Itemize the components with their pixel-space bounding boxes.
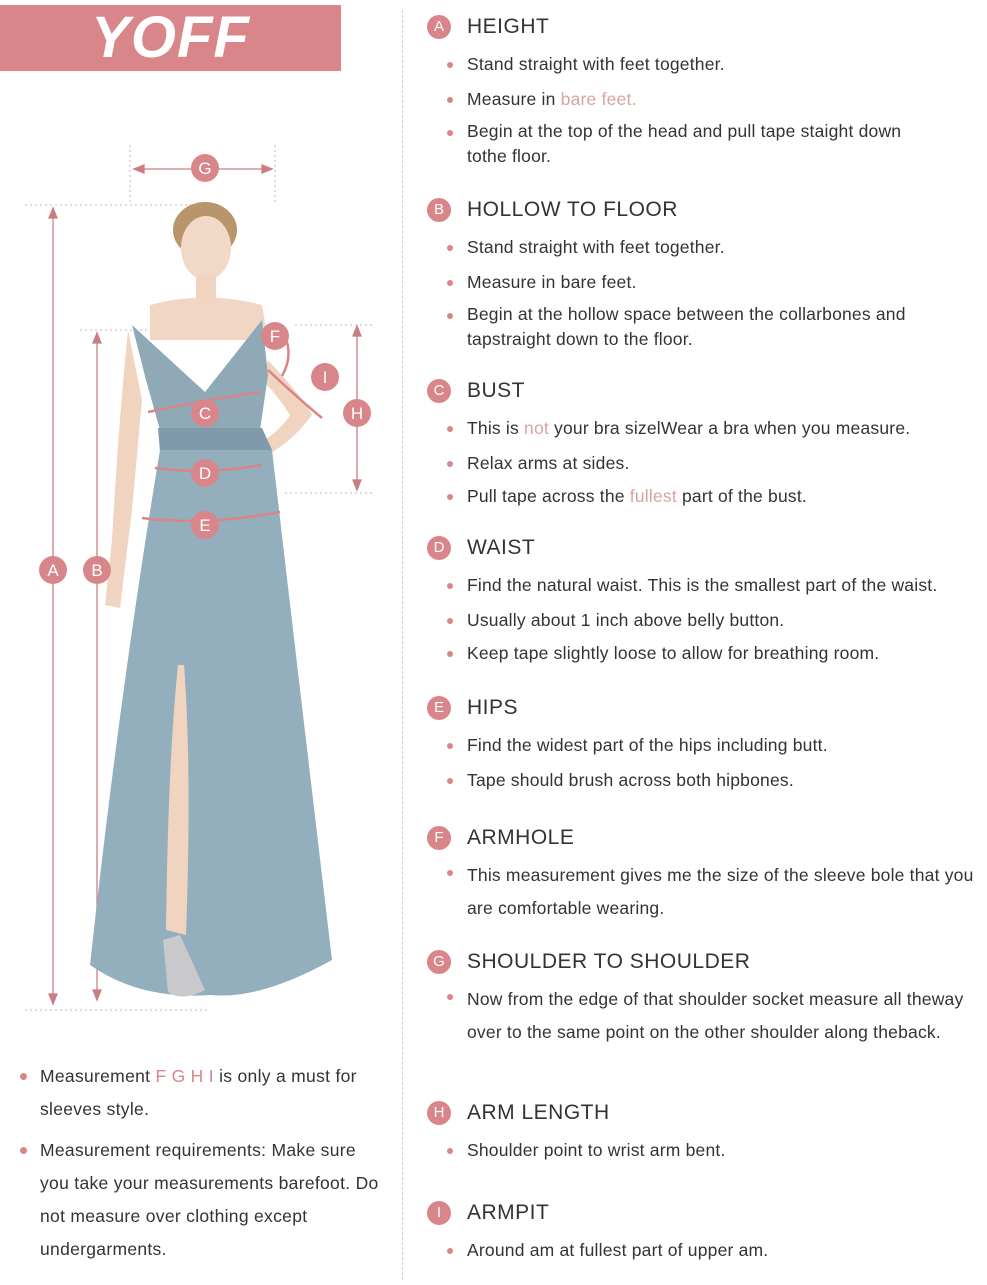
section-title: HOLLOW TO FLOOR bbox=[467, 198, 678, 221]
bullet-dot bbox=[447, 245, 453, 251]
marker-g bbox=[191, 154, 219, 182]
list-item bbox=[427, 983, 987, 1049]
list-item bbox=[427, 302, 957, 352]
section-hollow-to-floor bbox=[427, 195, 987, 352]
bullet-text: Tape should brush across both hipbones. bbox=[467, 770, 794, 790]
bullet-dot bbox=[20, 1073, 27, 1080]
svg-text:I: I bbox=[322, 368, 328, 387]
bullet-text: This is bbox=[467, 418, 525, 438]
bullet-dot bbox=[447, 778, 453, 784]
letter-badge: E bbox=[427, 696, 451, 720]
model-illustration bbox=[90, 202, 332, 997]
section-title: BUST bbox=[467, 379, 526, 402]
bullet-dot bbox=[447, 743, 453, 749]
letter-badge: D bbox=[427, 536, 451, 560]
section-title: ARM LENGTH bbox=[467, 1101, 610, 1124]
bullet-dot bbox=[447, 130, 453, 136]
bullet-text: Begin at the hollow space between the collarbones and tapstraight down to the floor. bbox=[467, 304, 906, 349]
bullet-text: Now from the edge of that shoulder socket measure all theway over to the same point on the other shoulder along theback. bbox=[467, 989, 964, 1042]
marker-c bbox=[191, 399, 219, 427]
list-item bbox=[427, 859, 987, 925]
bullet-text: Usually about 1 inch above belly button. bbox=[467, 610, 785, 630]
bullet-dot bbox=[20, 1147, 27, 1154]
marker-i bbox=[311, 363, 339, 391]
list-item bbox=[427, 607, 987, 633]
sleeve-notes bbox=[20, 1060, 390, 1274]
section-height bbox=[427, 12, 987, 169]
section-title: HIPS bbox=[467, 696, 519, 719]
section-shoulder-to-shoulder bbox=[427, 947, 987, 1049]
letter-badge: C bbox=[427, 379, 451, 403]
bullet-text: Shoulder point to wrist arm bent. bbox=[467, 1140, 726, 1160]
brand-logo: YOFF bbox=[0, 5, 341, 71]
bullet-text: Find the natural waist. This is the smallest part of the waist. bbox=[467, 575, 938, 595]
bullet-text: Find the widest part of the hips including butt. bbox=[467, 735, 828, 755]
list-item bbox=[427, 269, 987, 295]
bullet-dot bbox=[447, 426, 453, 432]
highlight-text: fullest bbox=[629, 486, 677, 506]
svg-text:A: A bbox=[47, 561, 59, 580]
bullet-dot bbox=[447, 494, 453, 500]
list-item bbox=[427, 51, 987, 77]
bullet-dot bbox=[447, 1248, 453, 1254]
bullet-text: Pull tape across the bbox=[467, 486, 630, 506]
list-item bbox=[427, 767, 987, 793]
bullet-dot bbox=[447, 651, 453, 657]
bullet-dot bbox=[447, 313, 453, 319]
bullet-dot bbox=[447, 583, 453, 589]
highlight-text: bare feet. bbox=[560, 89, 637, 109]
bullet-text: Relax arms at sides. bbox=[467, 453, 630, 473]
section-title: ARMPIT bbox=[467, 1201, 550, 1224]
bullet-dot bbox=[447, 97, 453, 103]
svg-text:F: F bbox=[269, 327, 281, 346]
bullet-text: Measure in bare feet. bbox=[467, 272, 637, 292]
marker-b bbox=[83, 556, 111, 584]
letter-badge: H bbox=[427, 1101, 451, 1125]
section-title: HEIGHT bbox=[467, 15, 550, 38]
note-text: is only a must for sleeves style. bbox=[40, 1066, 357, 1119]
marker-h bbox=[343, 399, 371, 427]
svg-text:C: C bbox=[198, 404, 212, 423]
bullet-dot bbox=[447, 1148, 453, 1154]
svg-text:D: D bbox=[198, 464, 212, 483]
note-highlight: F G H I bbox=[155, 1066, 214, 1086]
bullet-dot bbox=[447, 461, 453, 467]
letter-badge: I bbox=[427, 1201, 451, 1225]
bullet-dot bbox=[447, 618, 453, 624]
list-item bbox=[427, 119, 937, 169]
bullet-dot bbox=[447, 870, 453, 876]
bullet-text: Keep tape slightly loose to allow for breathing room. bbox=[467, 643, 880, 663]
bullet-dot bbox=[447, 994, 453, 1000]
section-title: WAIST bbox=[467, 536, 536, 559]
list-item bbox=[427, 1237, 987, 1263]
section-armpit bbox=[427, 1198, 987, 1263]
note-text: Measurement requirements: Make sure you take your measurements barefoot. Do not measure over clothing except undergarments. bbox=[40, 1140, 379, 1259]
svg-text:H: H bbox=[350, 404, 364, 423]
list-item bbox=[427, 86, 987, 112]
letter-badge: G bbox=[427, 950, 451, 974]
note-requirements bbox=[20, 1134, 390, 1266]
section-title: SHOULDER TO SHOULDER bbox=[467, 950, 751, 973]
note-text: Measurement bbox=[40, 1066, 156, 1086]
marker-f bbox=[261, 322, 289, 350]
bullet-text: Stand straight with feet together. bbox=[467, 54, 725, 74]
marker-e bbox=[191, 511, 219, 539]
list-item bbox=[427, 572, 987, 598]
marker-d bbox=[191, 459, 219, 487]
svg-text:G: G bbox=[198, 159, 212, 178]
section-title: ARMHOLE bbox=[467, 826, 575, 849]
svg-text:E: E bbox=[199, 516, 211, 535]
column-divider bbox=[402, 10, 403, 1280]
list-item bbox=[427, 640, 987, 666]
highlight-text: not bbox=[524, 418, 549, 438]
section-bust bbox=[427, 376, 987, 509]
bullet-text: Measure in bbox=[467, 89, 561, 109]
list-item bbox=[427, 450, 987, 476]
section-arm-length bbox=[427, 1098, 987, 1163]
letter-badge: B bbox=[427, 198, 451, 222]
note-sleeves bbox=[20, 1060, 390, 1126]
letter-badge: F bbox=[427, 826, 451, 850]
bullet-text: Begin at the top of the head and pull tape staight down tothe floor. bbox=[467, 121, 902, 166]
bullet-text: This measurement gives me the size of the sleeve bole that you are comfortable wearing. bbox=[467, 865, 974, 918]
section-waist bbox=[427, 533, 987, 666]
bullet-text: your bra sizelWear a bra when you measure. bbox=[548, 418, 911, 438]
list-item bbox=[427, 234, 987, 260]
list-item bbox=[427, 732, 987, 758]
list-item bbox=[427, 415, 987, 441]
section-armhole bbox=[427, 823, 987, 925]
list-item bbox=[427, 1137, 987, 1163]
bullet-text: part of the bust. bbox=[676, 486, 807, 506]
letter-badge: A bbox=[427, 15, 451, 39]
list-item bbox=[427, 483, 987, 509]
bullet-text: Stand straight with feet together. bbox=[467, 237, 725, 257]
bullet-dot bbox=[447, 62, 453, 68]
svg-text:B: B bbox=[91, 561, 103, 580]
marker-a bbox=[39, 556, 67, 584]
bullet-dot bbox=[447, 280, 453, 286]
section-hips bbox=[427, 693, 987, 793]
bullet-text: Around am at fullest part of upper am. bbox=[467, 1240, 769, 1260]
measurement-figure bbox=[0, 130, 400, 1030]
